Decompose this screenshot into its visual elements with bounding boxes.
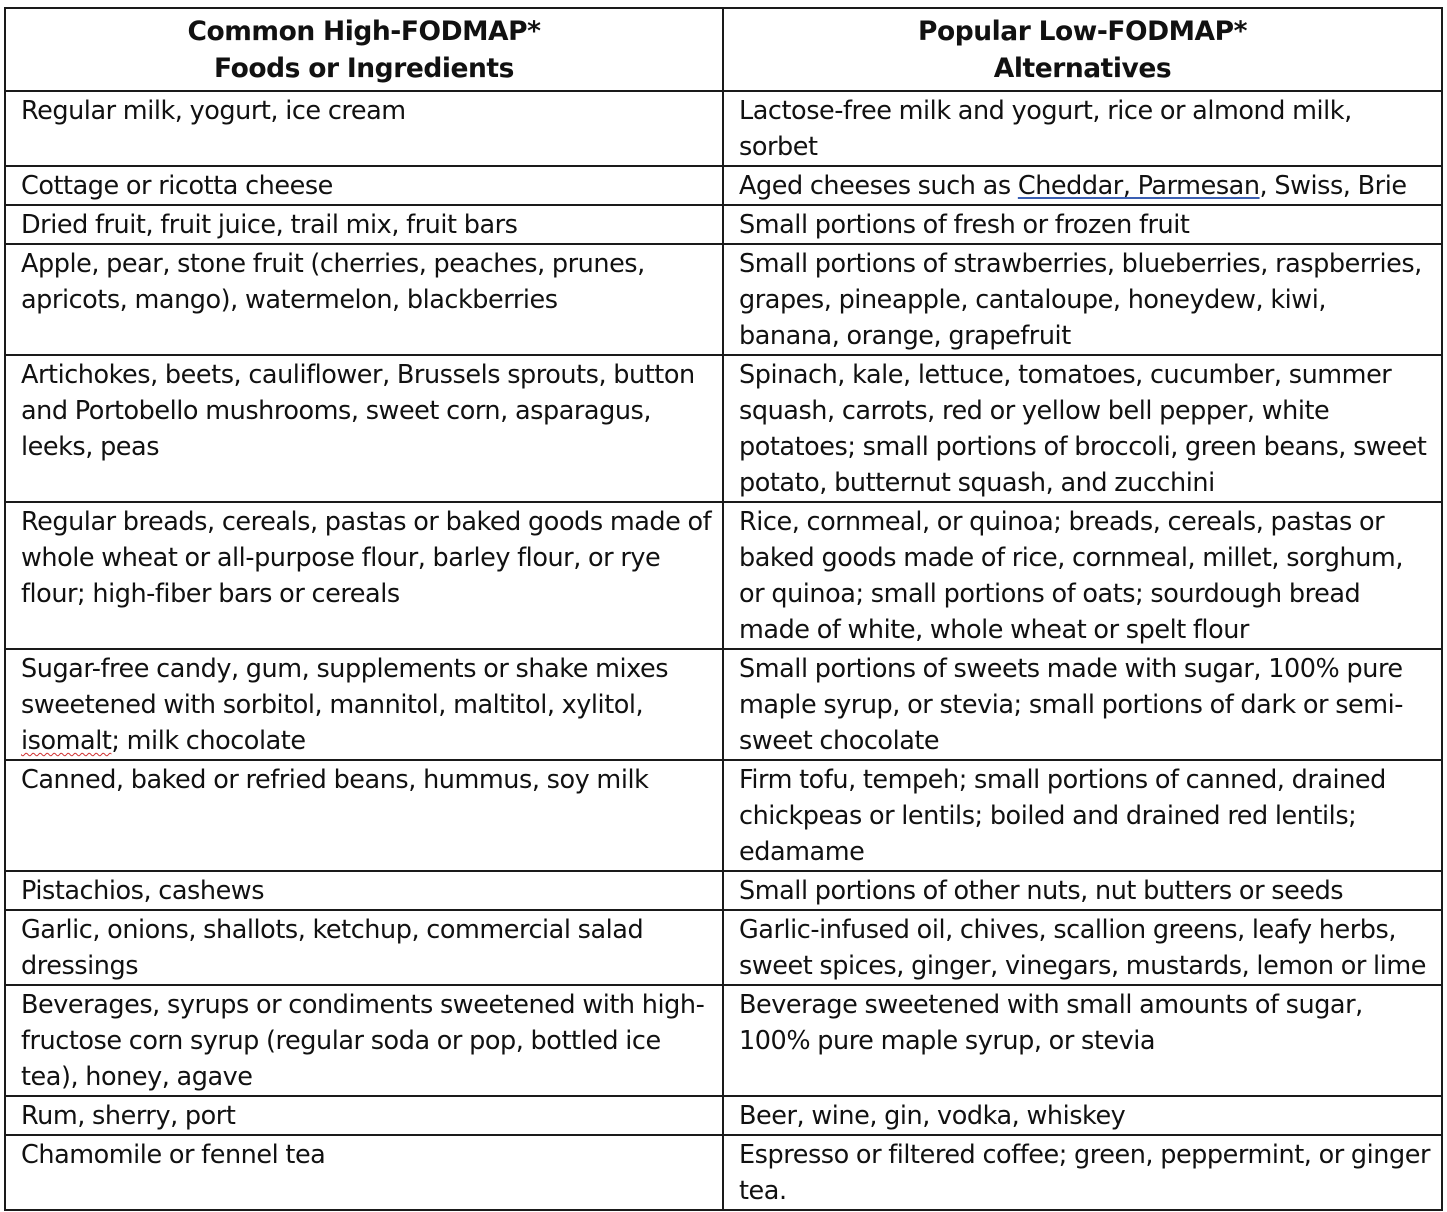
header-low-line1: Popular Low-FODMAP* <box>917 16 1248 47</box>
high-fodmap-cell: Rum, sherry, port <box>5 1096 723 1135</box>
high-fodmap-cell: Pistachios, cashews <box>5 871 723 910</box>
high-text-prefix: Sugar-free candy, gum, supplements or shake mixes sweetened with sorbitol, mannitol, maltitol, xylitol, <box>21 654 669 720</box>
table-row <box>5 166 1442 205</box>
table-row <box>5 244 1442 355</box>
low-fodmap-cell: Small portions of strawberries, blueberries, raspberries, grapes, pineapple, cantaloupe, honeydew, kiwi, banana, orange, grapefruit <box>723 244 1442 355</box>
header-high-fodmap <box>5 8 723 91</box>
low-fodmap-cell: Spinach, kale, lettuce, tomatoes, cucumber, summer squash, carrots, red or yellow bell pepper, white potatoes; small portions of broccoli, green beans, sweet potato, butternut squash, and zucchini <box>723 355 1442 502</box>
header-row <box>5 8 1442 91</box>
table-row <box>5 871 1442 910</box>
high-fodmap-cell: Dried fruit, fruit juice, trail mix, fruit bars <box>5 205 723 244</box>
low-fodmap-cell: Firm tofu, tempeh; small portions of canned, drained chickpeas or lentils; boiled and drained red lentils; edamame <box>723 760 1442 871</box>
low-fodmap-cell: Small portions of sweets made with sugar, 100% pure maple syrup, or stevia; small portions of dark or semi-sweet chocolate <box>723 649 1442 760</box>
table-row <box>5 205 1442 244</box>
table-row <box>5 91 1442 166</box>
table-row <box>5 760 1442 871</box>
table-row <box>5 1135 1442 1210</box>
high-fodmap-cell: Beverages, syrups or condiments sweetened with high-fructose corn syrup (regular soda or pop, bottled ice tea), honey, agave <box>5 985 723 1096</box>
high-fodmap-cell <box>5 649 723 760</box>
low-fodmap-cell: Small portions of fresh or frozen fruit <box>723 205 1442 244</box>
low-fodmap-cell: Lactose-free milk and yogurt, rice or almond milk, sorbet <box>723 91 1442 166</box>
high-fodmap-cell: Cottage or ricotta cheese <box>5 166 723 205</box>
high-text-suffix: ; milk chocolate <box>111 726 306 756</box>
high-fodmap-cell: Regular milk, yogurt, ice cream <box>5 91 723 166</box>
low-fodmap-cell: Small portions of other nuts, nut butters or seeds <box>723 871 1442 910</box>
table-row <box>5 1096 1442 1135</box>
header-high-line1: Common High-FODMAP* <box>187 16 541 47</box>
table-row <box>5 985 1442 1096</box>
high-fodmap-cell: Garlic, onions, shallots, ketchup, commercial salad dressings <box>5 910 723 985</box>
header-low-line2: Alternatives <box>993 53 1172 84</box>
low-fodmap-cell: Rice, cornmeal, or quinoa; breads, cereals, pastas or baked goods made of rice, cornmeal, millet, sorghum, or quinoa; small portions of oats; sourdough bread made of white, whole wheat or spelt flour <box>723 502 1442 649</box>
low-fodmap-cell <box>723 166 1442 205</box>
low-fodmap-cell: Beverage sweetened with small amounts of sugar, 100% pure maple syrup, or stevia <box>723 985 1442 1096</box>
low-text-suffix: , Swiss, Brie <box>1259 171 1407 201</box>
table-row <box>5 355 1442 502</box>
low-fodmap-cell: Beer, wine, gin, vodka, whiskey <box>723 1096 1442 1135</box>
high-fodmap-cell: Artichokes, beets, cauliflower, Brussels sprouts, button and Portobello mushrooms, sweet corn, asparagus, leeks, peas <box>5 355 723 502</box>
header-high-line2: Foods or Ingredients <box>214 53 514 84</box>
fodmap-table <box>4 7 1443 1211</box>
low-text-prefix: Aged cheeses such as <box>739 171 1018 201</box>
header-low-fodmap <box>723 8 1442 91</box>
grammar-flagged-text: Cheddar, Parmesan <box>1017 171 1260 201</box>
low-fodmap-cell: Espresso or filtered coffee; green, peppermint, or ginger tea. <box>723 1135 1442 1210</box>
high-fodmap-cell: Canned, baked or refried beans, hummus, soy milk <box>5 760 723 871</box>
low-fodmap-cell: Garlic-infused oil, chives, scallion greens, leafy herbs, sweet spices, ginger, vinegars, mustards, lemon or lime <box>723 910 1442 985</box>
high-fodmap-cell: Regular breads, cereals, pastas or baked goods made of whole wheat or all-purpose flour, barley flour, or rye flour; high-fiber bars or cereals <box>5 502 723 649</box>
table-row <box>5 502 1442 649</box>
table-row <box>5 910 1442 985</box>
high-fodmap-cell: Apple, pear, stone fruit (cherries, peaches, prunes, apricots, mango), watermelon, blackberries <box>5 244 723 355</box>
high-fodmap-cell: Chamomile or fennel tea <box>5 1135 723 1210</box>
table-row <box>5 649 1442 760</box>
spelling-flagged-text: isomalt <box>21 726 112 756</box>
